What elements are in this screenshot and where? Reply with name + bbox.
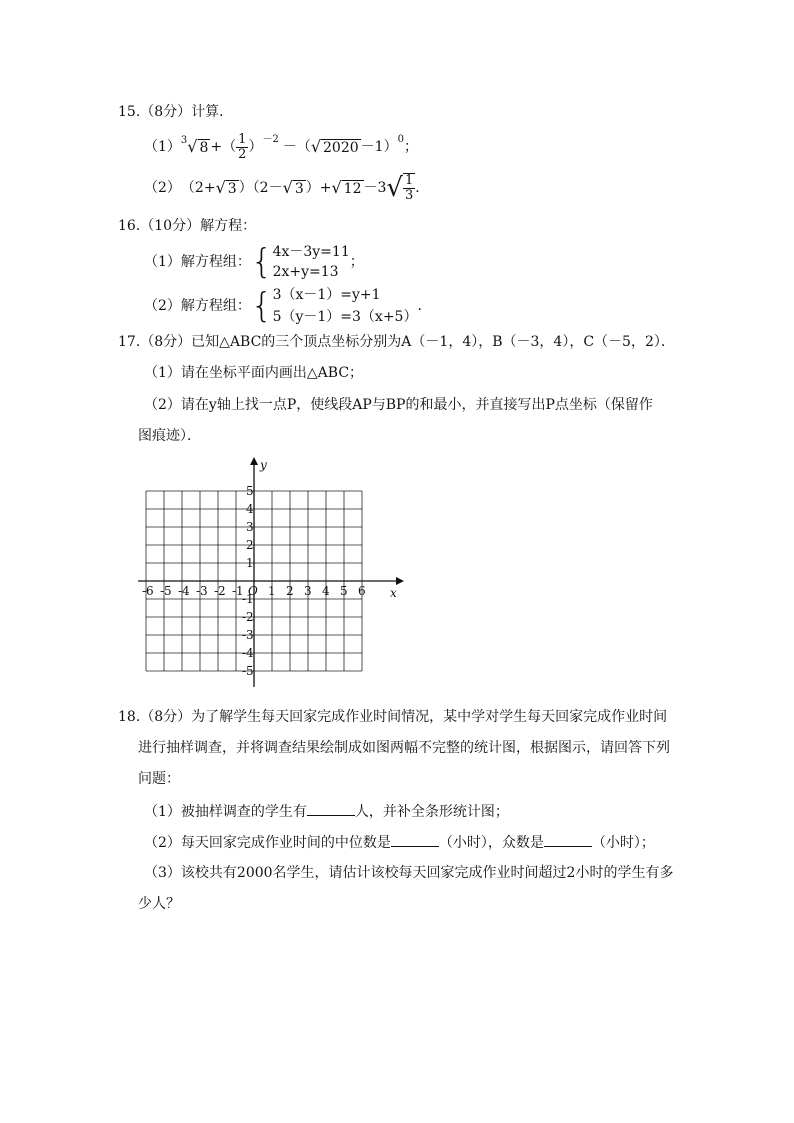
x-tick-label: -1 — [232, 584, 244, 598]
q15-p1-end: ； — [403, 139, 418, 155]
q17-part1: （1）请在坐标平面内画出△ABC； — [144, 365, 364, 381]
left-brace-icon: { — [250, 286, 273, 326]
radical-sign-icon: √ — [386, 173, 403, 203]
q16-part1 — [144, 240, 364, 284]
q15-p1-plus: +（ — [210, 139, 237, 155]
x-tick-label: 5 — [340, 584, 348, 598]
y-tick-label: 3 — [246, 520, 254, 534]
q18-part1 — [144, 801, 509, 822]
x-tick-label: 4 — [322, 584, 330, 598]
q18-p2-a: （2）每天回家完成作业时间的中位数是 — [144, 835, 391, 851]
coordinate-grid — [138, 455, 418, 695]
q17-header: 17.（8分）已知△ABC的三个顶点坐标分别为A（－1，4），B（－3，4），C（－5，2）． — [118, 334, 675, 350]
sqrt-radicand-3b: 3 — [294, 180, 304, 197]
y-tick-label: -5 — [242, 664, 254, 678]
q15-p1-exponent: －2 — [262, 134, 279, 145]
q18-line2: 进行抽样调查，并将调查结果绘制成如图两幅不完整的统计图，根据图示，请回答下列 — [138, 740, 670, 756]
x-tick-label: -6 — [142, 584, 154, 598]
x-axis-arrow-icon — [396, 577, 404, 585]
q18-line1: 18.（8分）为了解学生每天回家完成作业时间情况，某中学对学生每天回家完成作业时间 — [118, 709, 668, 725]
q16-p2-end: ． — [417, 298, 432, 314]
left-brace-icon: { — [250, 242, 273, 282]
q18-p2-b: （小时），众数是 — [438, 835, 544, 851]
y-tick-label: -1 — [242, 592, 254, 606]
x-tick-label: -5 — [160, 584, 172, 598]
q15-p1-minus: －（ — [282, 139, 311, 155]
q16-p1-end: ； — [349, 254, 364, 270]
x-tick-label: -2 — [214, 584, 226, 598]
y-tick-label: 4 — [246, 502, 254, 516]
y-tick-label: 1 — [246, 556, 254, 570]
q15-p1-close: ） — [248, 139, 263, 155]
axes — [138, 457, 404, 687]
q15-p2-d: －3 — [363, 180, 387, 196]
q18-part2 — [144, 832, 655, 853]
x-tick-label: 3 — [304, 584, 312, 598]
y-tick-label: -2 — [242, 610, 254, 624]
x-tick-label: 6 — [358, 584, 366, 598]
fraction-one-half — [236, 133, 248, 162]
q18-part3-line2: 少人？ — [138, 896, 180, 912]
q16-part2 — [144, 283, 431, 329]
answer-blank-median[interactable] — [391, 832, 439, 847]
sqrt-radicand-12: 12 — [343, 180, 362, 197]
q16-p2-label: （2）解方程组： — [144, 298, 251, 314]
fraction-numerator: 1 — [238, 131, 247, 147]
q18-p1-a: （1）被抽样调查的学生有 — [144, 804, 307, 820]
q15-part1 — [144, 130, 418, 164]
x-tick-label: 2 — [286, 584, 294, 598]
q18-part3-line1: （3）该校共有2000名学生，请估计该校每天回家完成作业时间超过2小时的学生有多 — [144, 865, 674, 881]
q15-p2-a: （2+ — [180, 180, 216, 196]
q15-p1-exp-zero: 0 — [397, 134, 404, 145]
q18-p1-b: 人，并补全条形统计图； — [354, 804, 509, 820]
fraction-denominator: 2 — [238, 146, 247, 162]
x-tick-label: -3 — [196, 584, 208, 598]
q16-p1-eq1: 4x－3y=11 — [272, 244, 350, 260]
q18-line3: 问题： — [138, 771, 180, 787]
answer-blank-mode[interactable] — [544, 832, 592, 847]
q16-header: 16.（10分）解方程： — [118, 218, 257, 234]
cube-root-radicand: 8 — [199, 139, 209, 156]
q17-part2-line2: 图痕迹）． — [138, 428, 201, 444]
q15-p1-label: （1） — [144, 139, 181, 155]
sqrt-radicand-2020: 2020 — [323, 139, 359, 156]
y-tick-label: -4 — [242, 646, 254, 660]
q15-p2-end: ． — [415, 180, 430, 196]
q16-p2-eq2: 5（y－1）=3（x+5） — [272, 309, 418, 325]
radical-sign-icon: √ — [215, 178, 226, 197]
q16-p1-label: （1）解方程组： — [144, 254, 251, 270]
radical-sign-icon: √ — [331, 178, 342, 197]
fraction-denominator: 3 — [405, 188, 414, 203]
y-tick-label: 2 — [246, 538, 254, 552]
q15-header: 15.（8分）计算． — [118, 104, 234, 120]
radical-sign-icon: √ — [282, 178, 293, 197]
q15-p2-b: ）（2－ — [238, 180, 283, 196]
q15-p2-label: （2） — [144, 180, 181, 196]
q16-p1-eq2: 2x+y=13 — [272, 264, 339, 280]
q16-p2-eq1: 3（x－1）=y+1 — [272, 287, 381, 303]
y-tick-label: -3 — [242, 628, 254, 642]
radical-sign-icon: √ — [187, 137, 198, 156]
fraction-one-third — [403, 173, 415, 203]
x-tick-label: -4 — [178, 584, 190, 598]
q17-part2-line1: （2）请在y轴上找一点P，使线段AP与BP的和最小，并直接写出P点坐标（保留作 — [144, 397, 653, 413]
sqrt-radicand-3a: 3 — [227, 180, 237, 197]
q15-part2 — [144, 170, 429, 206]
x-axis-label: x — [390, 586, 397, 600]
radical-sign-icon: √ — [310, 137, 322, 156]
y-axis-label: y — [260, 458, 267, 472]
origin-label: O — [248, 584, 258, 598]
q15-p1-minus-one: －1） — [360, 139, 398, 155]
equation-system-2 — [273, 284, 418, 328]
y-axis-arrow-icon — [250, 457, 258, 465]
q18-p2-c: （小时）； — [591, 835, 655, 851]
x-tick-label: 1 — [268, 584, 276, 598]
equation-system-1 — [273, 242, 350, 282]
y-tick-label: 5 — [246, 484, 254, 498]
fraction-numerator: 1 — [405, 173, 414, 188]
answer-blank[interactable] — [307, 801, 355, 816]
cube-root-index: 3 — [180, 135, 188, 146]
q15-p2-c: ）+ — [305, 180, 332, 196]
